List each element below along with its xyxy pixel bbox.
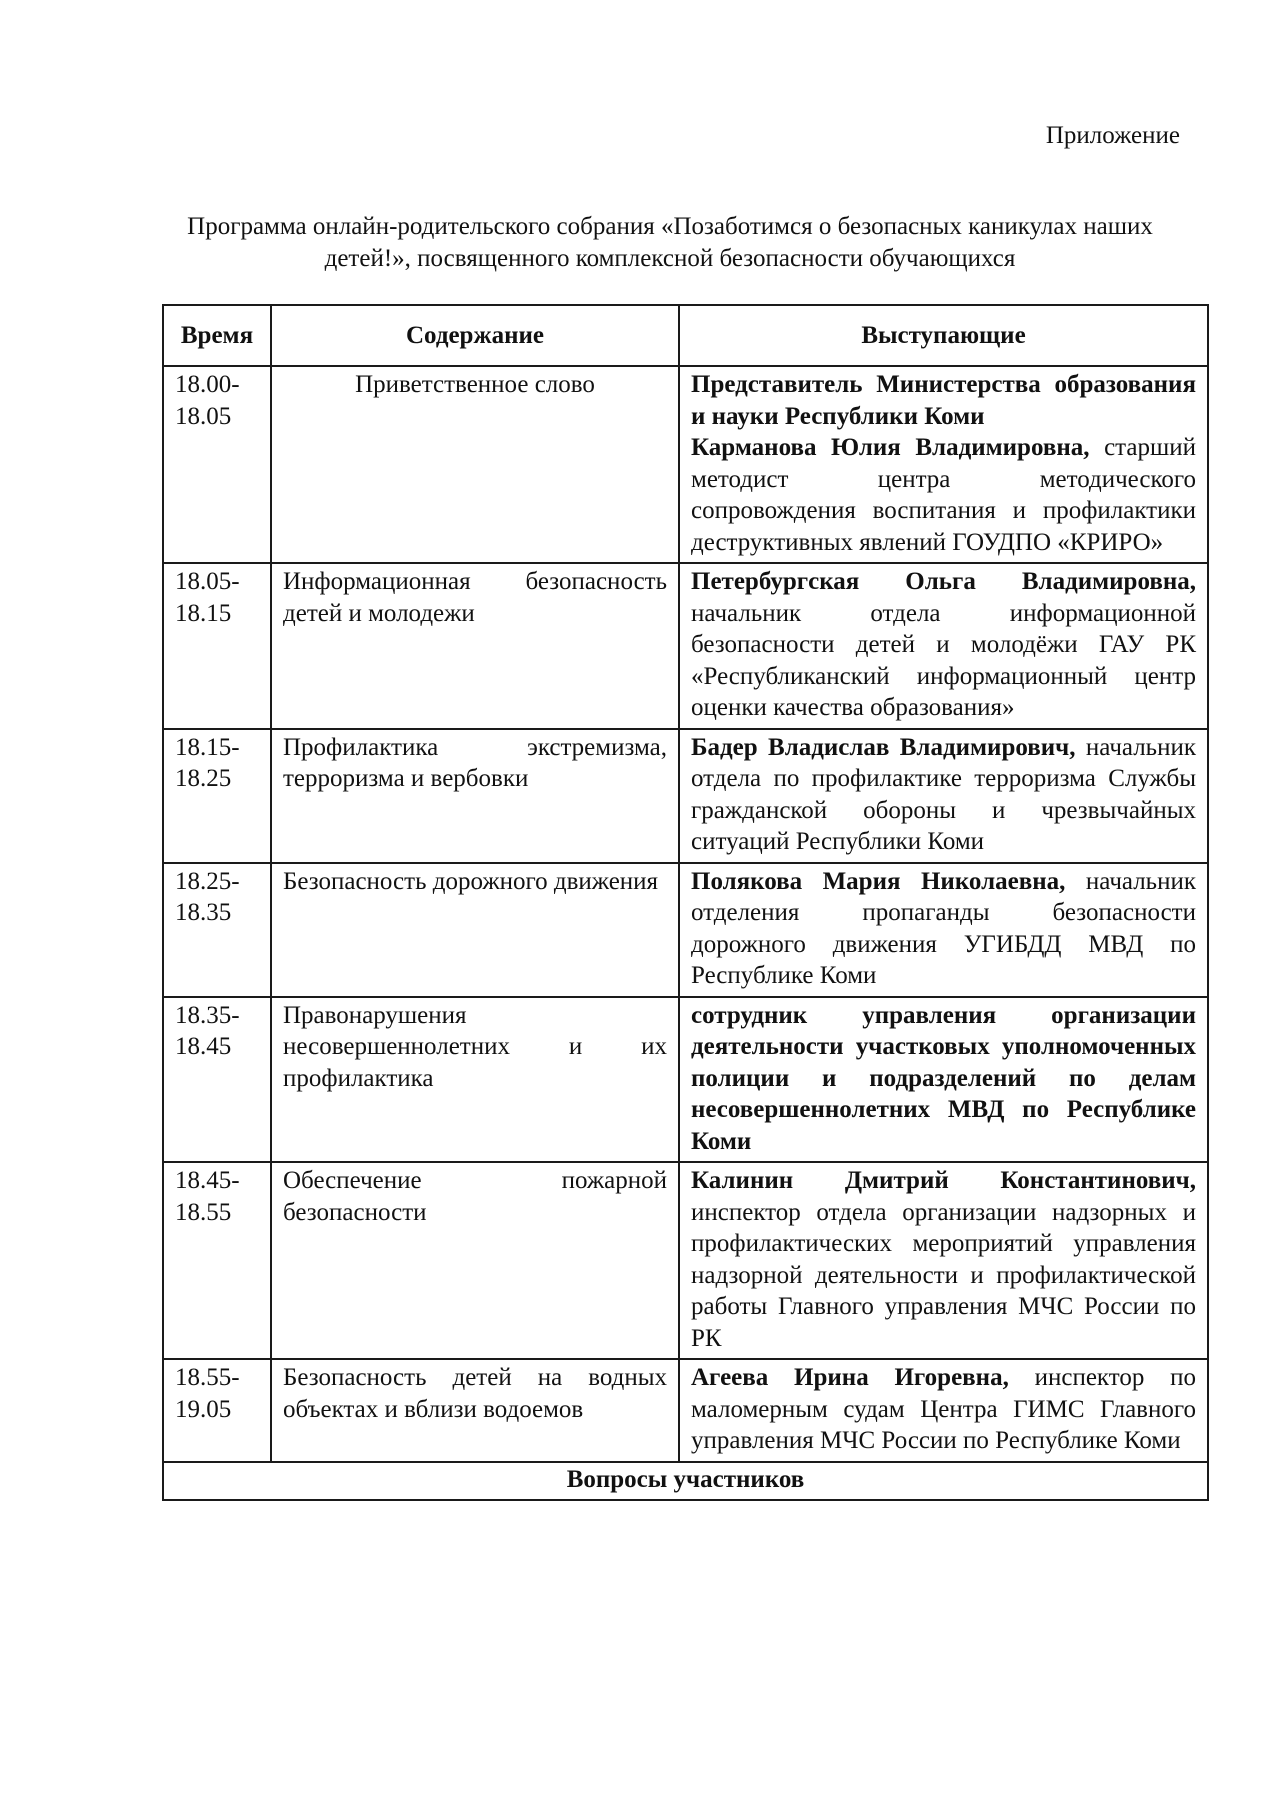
- row-content: Информационная безопасность детей и молодежи: [271, 563, 679, 729]
- row-speaker: [679, 1359, 1208, 1462]
- row-time: 18.25- 18.35: [163, 863, 271, 997]
- speaker-role: начальник отделения пропаганды безопасности дорожного движения УГИБДД МВД по Республике Коми: [691, 867, 1196, 989]
- speaker-name: Калинин Дмитрий Константинович,: [691, 1167, 1196, 1194]
- row-content: Безопасность детей на водных объектах и вблизи водоемов: [271, 1359, 679, 1462]
- program-table: [162, 304, 1209, 1501]
- table-row: [163, 366, 1208, 563]
- speaker-name: Карманова Юлия Владимировна,: [691, 434, 1090, 461]
- speaker-role: старший методист центра методического сопровождения воспитания и профилактики деструктивных явлений ГОУДПО «КРИРО»: [691, 434, 1196, 556]
- speaker-role: начальник отдела информационной безопасности детей и молодёжи ГАУ РК «Республиканский информационный центр оценки качества образования»: [691, 599, 1196, 721]
- row-speaker: [679, 366, 1208, 563]
- speaker-name: Агеева Ирина Игоревна,: [691, 1364, 1009, 1391]
- table-footer-row: [163, 1462, 1208, 1500]
- participants-questions: Вопросы участников: [163, 1462, 1208, 1500]
- speaker-name: Бадер Владислав Владимирович,: [691, 733, 1076, 761]
- row-speaker: [679, 563, 1208, 729]
- speaker-name: Петербургская Ольга Владимировна,: [691, 568, 1196, 595]
- row-speaker: [679, 729, 1208, 863]
- table-row: [163, 1162, 1208, 1359]
- row-speaker: [679, 997, 1208, 1163]
- table-row: [163, 863, 1208, 997]
- row-time: 18.45- 18.55: [163, 1162, 271, 1359]
- row-time: 18.05- 18.15: [163, 563, 271, 729]
- row-content: Правонарушения несовершеннолетних и их профилактика: [271, 997, 679, 1163]
- row-time: 18.00- 18.05: [163, 366, 271, 563]
- header-speakers: Выступающие: [679, 305, 1208, 366]
- row-time: 18.35- 18.45: [163, 997, 271, 1163]
- row-content: Безопасность дорожного движения: [271, 863, 679, 997]
- row-content: Приветственное слово: [271, 366, 679, 563]
- speaker-name: сотрудник управления организации деятельности участковых уполномоченных полиции и подразделений по делам несовершеннолетних МВД по Республике Коми: [691, 1001, 1196, 1155]
- row-time: 18.55- 19.05: [163, 1359, 271, 1462]
- table-header-row: [163, 305, 1208, 366]
- speaker-role: начальник отдела по профилактике терроризма Службы гражданской обороны и чрезвычайных ситуаций Республики Коми: [691, 733, 1196, 855]
- speaker-org: Представитель Министерства образования и науки Республики Коми: [691, 371, 1196, 430]
- speaker-role: инспектор отдела организации надзорных и профилактических мероприятий управления надзорной деятельности и профилактической работы Главного управления МЧС России по РК: [691, 1198, 1196, 1352]
- row-speaker: [679, 1162, 1208, 1359]
- document-title: Программа онлайн-родительского собрания «Позаботимся о безопасных каникулах наших детей!», посвященного комплексной безопасности обучающихся: [187, 213, 1153, 272]
- header-content: Содержание: [271, 305, 679, 366]
- row-speaker: [679, 863, 1208, 997]
- header-time: Время: [163, 305, 271, 366]
- table-row: [163, 1359, 1208, 1462]
- table-row: [163, 563, 1208, 729]
- table-row: [163, 729, 1208, 863]
- speaker-role: инспектор по маломерным судам Центра ГИМС Главного управления МЧС России по Республике Коми: [691, 1364, 1197, 1454]
- row-content: Обеспечение пожарной безопасности: [271, 1162, 679, 1359]
- speaker-name: Полякова Мария Николаевна,: [691, 867, 1066, 895]
- appendix-label: Приложение: [1045, 122, 1180, 149]
- row-time: 18.15- 18.25: [163, 729, 271, 863]
- row-content: Профилактика экстремизма, терроризма и вербовки: [271, 729, 679, 863]
- table-row: [163, 997, 1208, 1163]
